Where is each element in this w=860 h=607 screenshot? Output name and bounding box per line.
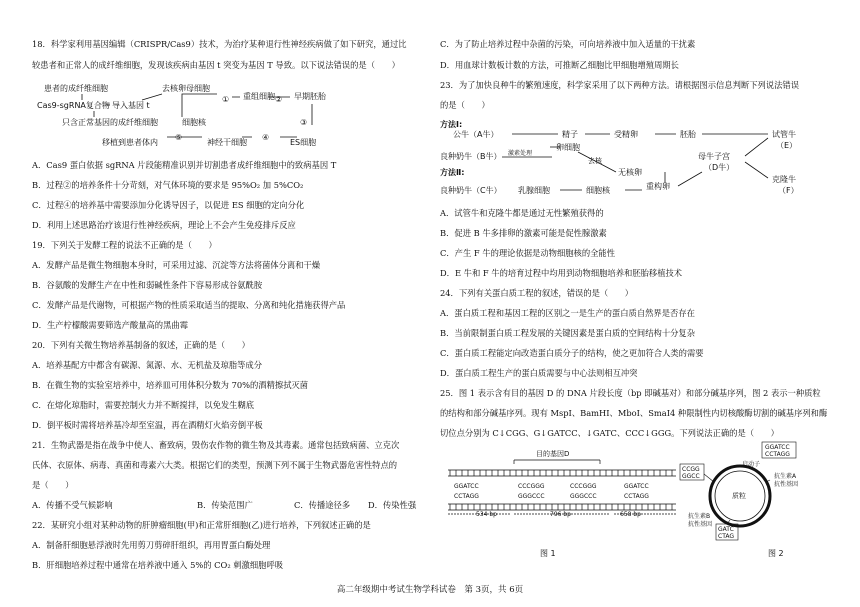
q18-stem-line1: 18．科学家利用基因编辑（CRISPR/Cas9）技术，为治疗某种退行性神经疾病做了如下研究，通过比	[32, 39, 407, 49]
resist-a1: 抗生素A	[774, 473, 797, 480]
fig2-seq-top-a: GGATCC	[765, 444, 790, 451]
clone-cow-label: 克隆牛	[772, 175, 796, 184]
q22-option-d: D．用血球计数板计数的方法，可推断乙细胞比甲细胞增殖周期长	[440, 60, 679, 70]
q20-option-d: D．倒平板时需将培养基冷却至室温，再在酒精灯火焰旁倒平板	[32, 420, 263, 430]
normal-cell-label: 只含正常基因的成纤维细胞	[62, 118, 158, 127]
step5: ⑤	[175, 133, 183, 142]
q24-stem: 24．下列有关蛋白质工程的叙述，错误的是（ ）	[440, 288, 634, 298]
enucleated-egg-label: 无核卵	[618, 168, 642, 177]
q19-option-d: D．生产柠檬酸需要筛选产酸量高的黑曲霉	[32, 320, 188, 330]
q25-stem-line1: 25．图 1 表示含有目的基因 D 的 DNA 片段长度（bp 即碱基对）和部分碱基序列，图 2 表示一种质粒	[440, 388, 821, 398]
fig1-seq2-top: CCCGGG	[518, 483, 545, 490]
cow-b-label: 良种奶牛（B牛）	[440, 152, 502, 161]
q23-stem-line1: 23．为了加快良种牛的繁殖速度，科学家采用了以下两种方法。请根据图示信息判断下列说法错误	[440, 80, 800, 90]
fig2-seq-top-b: CCTAGG	[765, 451, 790, 458]
transplant-label: 移植到患者体内	[102, 138, 158, 147]
q18-option-c: C．过程④的培养基中需要添加分化诱导因子，以促进 ES 细胞的定向分化	[32, 200, 305, 210]
q20-option-a: A．培养基配方中都含有碳源、氮源、水、无机盐及琼脂等成分	[32, 360, 263, 370]
q22-option-b: B．肝细胞培养过程中通常在培养液中通入 5%的 CO₂ 刺激细胞呼吸	[32, 560, 284, 570]
q21-option-b: B．传染范围广	[197, 500, 253, 510]
early-embryo-label: 早期胚胎	[294, 92, 326, 101]
resist-a2: 抗性基因	[774, 481, 799, 488]
fertilized-label: 受精卵	[614, 130, 638, 139]
test-tube-cow-label: 试管牛	[772, 130, 796, 139]
egg-label: 卵细胞	[556, 143, 580, 152]
q24-option-d: D．蛋白质工程生产的蛋白质需要与中心法则相互冲突	[440, 368, 638, 378]
fig1-len2: 796 bp	[550, 511, 571, 518]
method2-label: 方法Ⅱ:	[440, 168, 465, 177]
step2: ②	[275, 95, 283, 104]
fig1-seq3-bot: GGGCCC	[570, 493, 597, 500]
neuron-label: 神经干细胞	[207, 138, 247, 147]
q21-option-d: D．传染性强	[368, 500, 417, 510]
gene-d-label: 目的基因D	[536, 450, 570, 458]
method1-label: 方法Ⅰ:	[440, 120, 463, 129]
fig2-seq-left-a: CCGG	[682, 466, 700, 473]
q20-option-c: C．在熔化琼脂时，需要控制火力并不断搅拌，以免发生糊底	[32, 400, 255, 410]
sperm-label: 精子	[562, 130, 578, 139]
bull-a-label: 公牛（A牛）	[453, 130, 499, 139]
fig1-seq2-bot: GGGCCC	[518, 493, 545, 500]
fig1-seq4-top: GGATCC	[624, 483, 649, 490]
q19-option-c: C．发酵产品是代谢物，可根据产物的性质采取适当的提取、分离和纯化措施获得产品	[32, 300, 346, 310]
q18-option-a: A．Cas9 蛋白依据 sgRNA 片段能精准识别并切割患者成纤维细胞中的致病基因 T	[32, 160, 337, 170]
step3: ③	[300, 118, 308, 127]
q25-figure1	[440, 442, 685, 562]
q23-option-a: A．试管牛和克隆牛都是通过无性繁殖获得的	[440, 208, 604, 218]
q19-option-a: A．发酵产品是微生物细胞本身时，可采用过滤、沉淀等方法将菌体分离和干燥	[32, 260, 321, 270]
q20-option-b: B．在微生物的实验室培养中，培养皿可用体积分数为 70%的酒精擦拭灭菌	[32, 380, 309, 390]
q19-option-b: B．谷氨酸的发酵生产在中性和弱碱性条件下容易形成谷氨酰胺	[32, 280, 263, 290]
fig1-seq1-top: GGATCC	[454, 483, 479, 490]
e-label: （E）	[776, 141, 798, 150]
fig1-len3: 658 bp	[620, 511, 641, 518]
q24-option-a: A．蛋白质工程和基因工程的区别之一是生产的蛋白质自然界是否存在	[440, 308, 695, 318]
resist-b2: 抗性基因	[688, 521, 713, 528]
embryo-label: 胚胎	[680, 130, 696, 139]
fig1-seq1-bot: CCTAGG	[454, 493, 479, 500]
reconstructed-label: 重构卵	[646, 182, 670, 191]
cas9-label: Cas9-sgRNA复合物	[37, 101, 110, 110]
promoter-label: 启动子	[742, 461, 761, 468]
hormone-label: 激素处理	[508, 150, 533, 157]
fig1-seq3-top: CCCGGG	[570, 483, 597, 490]
q25-stem-line3: 切位点分别为 C↓CGG、G↓GATCC、↓GATC、CCC↓GGG。下列说法正确的是（ ）	[440, 428, 779, 438]
import-gene-label: 导入基因 t	[112, 101, 150, 110]
fig2-seq-bot-b: CTAG	[718, 533, 735, 540]
q18-option-b: B．过程②的培养条件十分苛刻，对气体环境的要求是 95%O₂ 加 5%CO₂	[32, 180, 304, 190]
q22-option-a: A．制备肝细胞悬浮液时先用剪刀剪碎肝组织，再用胃蛋白酶处理	[32, 540, 271, 550]
q22-option-c: C．为了防止培养过程中杂菌的污染，可向培养液中加入适量的干扰素	[440, 39, 696, 49]
q20-stem: 20．下列有关微生物培养基制备的叙述，正确的是（ ）	[32, 340, 250, 350]
mammary-label: 乳腺细胞	[518, 186, 550, 195]
uterus-label: 母牛子宫	[698, 152, 730, 161]
d-label: （D牛）	[704, 163, 735, 172]
fig2-seq-bot-a: GATC	[718, 526, 734, 533]
step1: ①	[222, 95, 230, 104]
es-cell-label: ES细胞	[290, 138, 317, 147]
q21-stem-line1: 21．生物武器是指在战争中使人、畜致病，毁伤农作物的微生物及其毒素。通常包括致病菌、立克次	[32, 440, 400, 450]
q23-stem-line2: 的是（ ）	[440, 100, 490, 110]
resist-b1: 抗生素B	[688, 513, 711, 520]
q21-stem-line2: 氏体、衣原体、病毒、真菌和毒素六大类。根据它们的类型，预测下列不属于生物武器危害性特点的	[32, 460, 398, 470]
q19-stem: 19．下列关于发酵工程的说法不正确的是（ ）	[32, 240, 217, 250]
q24-option-b: B．当前限制蛋白质工程发展的关键因素是蛋白质的空间结构十分复杂	[440, 328, 696, 338]
q23-option-d: D．E 牛和 F 牛的培育过程中均用到动物细胞培养和胚胎移植技术	[440, 268, 683, 278]
fig2-caption: 图 2	[768, 549, 784, 558]
nucleus-label: 细胞核	[182, 118, 206, 127]
q21-option-a: A．传播不受气候影响	[32, 500, 113, 510]
cow-c-label: 良种奶牛（C牛）	[440, 186, 502, 195]
step4: ④	[262, 133, 270, 142]
fig1-seq4-bot: CCTAGG	[624, 493, 649, 500]
q22-stem: 22．某研究小组对某种动物的肝肿瘤细胞(甲)和正常肝细胞(乙)进行培养，下列叙述正确的是	[32, 520, 371, 530]
fig1-caption: 图 1	[540, 549, 556, 558]
patient-cell-label: 患者的成纤维细胞	[44, 84, 108, 93]
q18-option-d: D．利用上述思路治疗该退行性神经疾病，理论上不会产生免疫排斥反应	[32, 220, 296, 230]
recombinant-label: 重组细胞	[243, 92, 275, 101]
remove-nucleus-label: 去核	[588, 157, 602, 165]
page-footer: 高二年级期中考试生物学科试卷 第 3页，共 6页	[336, 585, 524, 595]
plasmid-label: 质粒	[732, 492, 746, 500]
q21-stem-line3: 是（ ）	[32, 480, 74, 490]
enucleated-egg-label: 去核卵母细胞	[162, 84, 210, 93]
q21-option-c: C．传播途径多	[294, 500, 351, 510]
q23-diagram	[440, 116, 840, 200]
q18-stem-line2: 较患者和正常人的成纤维细胞，发现该疾病由基因 t 突变为基因 T 导致。以下说法错误的是（ ）	[32, 60, 400, 70]
q23-option-c: C．产生 F 牛的理论依据是动物细胞核的全能性	[440, 248, 616, 258]
fig2-seq-left-b: GGCC	[682, 473, 700, 480]
q24-option-c: C．蛋白质工程能定向改造蛋白质分子的结构，使之更加符合人类的需要	[440, 348, 704, 358]
nucleus-label: 细胞核	[586, 186, 610, 195]
q25-figure2	[670, 440, 830, 565]
q23-option-b: B．促进 B 牛多排卵的激素可能是促性腺激素	[440, 228, 607, 238]
fig1-len1: 534 bp	[476, 511, 497, 518]
q25-stem-line2: 的结构和部分碱基序列。现有 MspⅠ、BamHⅠ、MboⅠ、SmaⅠ4 种限制性内切核酸酶切割的碱基序列和酶	[440, 408, 828, 418]
f-label: （F）	[778, 186, 799, 195]
